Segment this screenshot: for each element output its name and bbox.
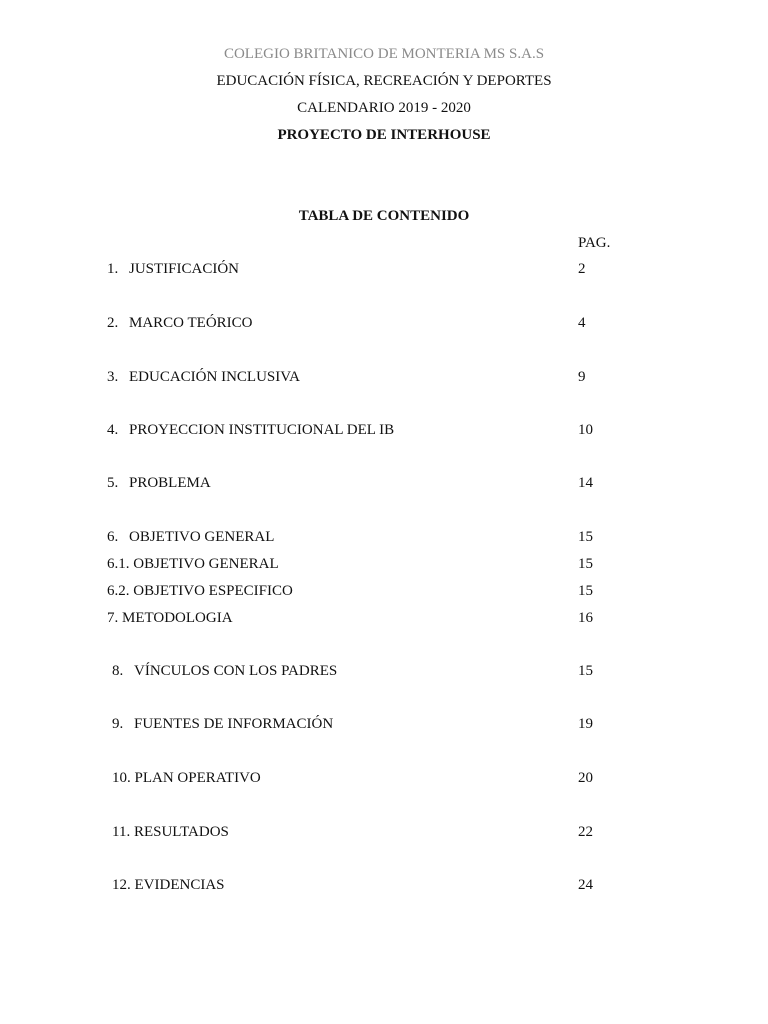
toc-entry-page: 19 — [578, 716, 593, 732]
toc-entry-page: 15 — [578, 556, 593, 572]
toc-title: TABLA DE CONTENIDO — [298, 208, 470, 224]
toc-entry-label: MARCO TEÓRICO — [129, 315, 253, 331]
toc-entry-7 — [107, 611, 233, 626]
toc-entry-6-2 — [107, 584, 293, 599]
toc-entry-1 — [107, 261, 240, 277]
toc-entry-10 — [112, 771, 261, 786]
toc-entry-label: PLAN OPERATIVO — [134, 770, 261, 786]
toc-entry-label: PROBLEMA — [129, 475, 211, 491]
institution-name: COLEGIO BRITANICO DE MONTERIA MS S.A.S — [223, 46, 545, 62]
toc-entry-page: 14 — [578, 475, 593, 491]
toc-entry-page: 15 — [578, 663, 593, 679]
toc-entry-page: 16 — [578, 610, 593, 626]
toc-entry-12 — [112, 878, 225, 893]
toc-entry-page: 2 — [578, 261, 586, 277]
toc-entry-label: EVIDENCIAS — [134, 877, 225, 893]
toc-entry-number: 4. — [107, 422, 119, 438]
toc-entry-label: OBJETIVO ESPECIFICO — [133, 583, 293, 599]
toc-entry-page: 9 — [578, 369, 586, 385]
toc-entry-3 — [107, 369, 300, 385]
toc-entry-page: 15 — [578, 529, 593, 545]
department-title: EDUCACIÓN FÍSICA, RECREACIÓN Y DEPORTES — [216, 73, 552, 89]
toc-entry-page: 24 — [578, 877, 593, 893]
toc-entry-4 — [107, 422, 395, 438]
toc-entry-2 — [107, 315, 253, 331]
toc-entry-number: 9. — [112, 716, 124, 732]
toc-entry-label: METODOLOGIA — [122, 610, 233, 626]
toc-entry-label: VÍNCULOS CON LOS PADRES — [134, 663, 338, 679]
toc-entry-page: 15 — [578, 583, 593, 599]
toc-entry-label: JUSTIFICACIÓN — [129, 261, 240, 277]
toc-entry-page: 4 — [578, 315, 586, 331]
toc-entry-label: OBJETIVO GENERAL — [133, 556, 279, 572]
toc-entry-label: OBJETIVO GENERAL — [129, 529, 275, 545]
toc-entry-page: 20 — [578, 770, 593, 786]
toc-page-header: PAG. — [578, 235, 611, 251]
toc-entry-label: EDUCACIÓN INCLUSIVA — [129, 369, 300, 385]
toc-entry-number: 6. — [107, 529, 119, 545]
project-title: PROYECTO DE INTERHOUSE — [277, 127, 491, 143]
toc-entry-number: 10. — [112, 770, 131, 786]
toc-entry-number: 5. — [107, 475, 119, 491]
toc-entry-6 — [107, 529, 275, 545]
toc-entry-6-1 — [107, 557, 279, 572]
toc-entry-number: 8. — [112, 663, 124, 679]
toc-entry-number: 7. — [107, 610, 119, 626]
toc-entry-11 — [112, 825, 229, 840]
toc-entry-8 — [112, 663, 338, 679]
toc-entry-number: 1. — [107, 261, 119, 277]
toc-entry-number: 3. — [107, 369, 119, 385]
toc-entry-5 — [107, 475, 211, 491]
toc-entry-number: 11. — [112, 824, 131, 840]
toc-entry-label: RESULTADOS — [133, 824, 229, 840]
toc-entry-page: 10 — [578, 422, 593, 438]
toc-entry-number: 6.1. — [107, 556, 130, 572]
calendar-title: CALENDARIO 2019 - 2020 — [297, 100, 471, 116]
toc-entry-label: FUENTES DE INFORMACIÓN — [134, 716, 334, 732]
toc-entry-number: 12. — [112, 877, 131, 893]
toc-entry-page: 22 — [578, 824, 593, 840]
toc-entry-label: PROYECCION INSTITUCIONAL DEL IB — [129, 422, 395, 438]
toc-entry-9 — [112, 716, 334, 732]
toc-entry-number: 6.2. — [107, 583, 130, 599]
toc-entry-number: 2. — [107, 315, 119, 331]
